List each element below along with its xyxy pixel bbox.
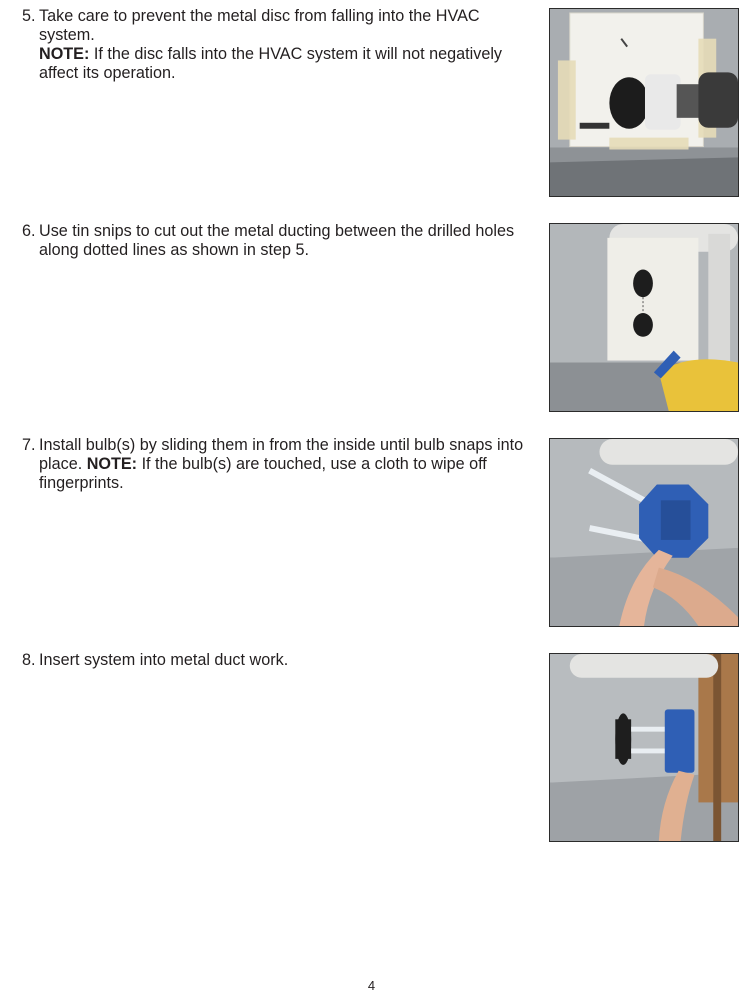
- step-text: [22, 651, 527, 670]
- note-text: If the disc falls into the HVAC system it will not negatively affect its operation.: [39, 45, 503, 82]
- step-number: 6.: [22, 222, 36, 240]
- step-number: 7.: [22, 436, 36, 454]
- step-7: [22, 436, 527, 493]
- step-8: [22, 651, 527, 670]
- step-5-photo: [549, 8, 739, 197]
- step-6-photo: [549, 223, 739, 412]
- page-number: 4: [367, 978, 376, 993]
- step-number: 5.: [22, 7, 36, 25]
- step-7-photo: [549, 438, 739, 627]
- step-text: [22, 436, 527, 493]
- step-5: [22, 7, 527, 83]
- step-instruction: Install bulb(s) by sliding them in from the inside until bulb snaps into place.: [39, 436, 524, 473]
- step-6: [22, 222, 527, 260]
- step-instruction: Insert system into metal duct work.: [39, 651, 289, 669]
- note-label: NOTE:: [39, 45, 90, 63]
- step-instruction: Take care to prevent the metal disc from falling into the HVAC system.: [39, 7, 480, 44]
- step-text: [22, 7, 527, 83]
- step-8-photo: [549, 653, 739, 842]
- note-label: NOTE:: [86, 455, 138, 473]
- step-instruction: Use tin snips to cut out the metal ducting between the drilled holes along dotted lines as shown in step 5.: [39, 222, 515, 259]
- step-number: 8.: [22, 651, 36, 669]
- step-text: [22, 222, 527, 260]
- note-text: If the bulb(s) are touched, use a cloth to wipe off fingerprints.: [39, 455, 487, 492]
